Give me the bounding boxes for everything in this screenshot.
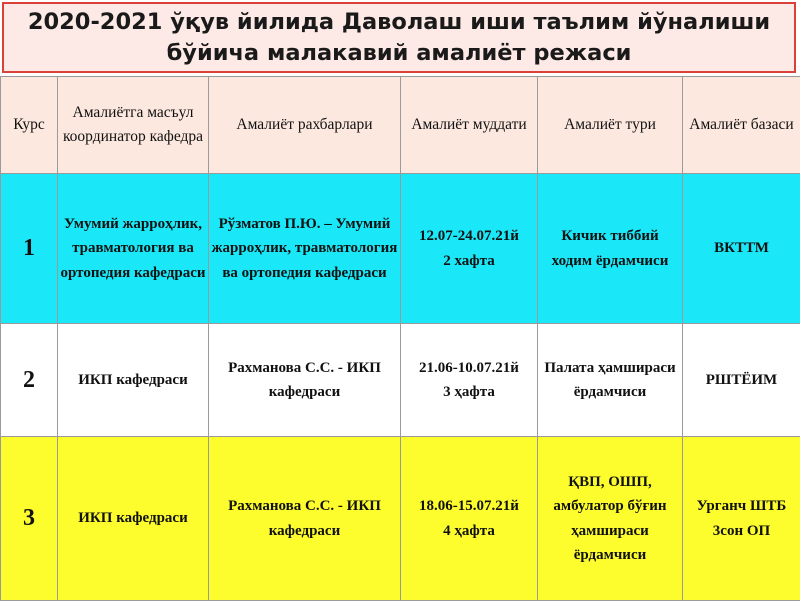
header-department: Амалиётга масъул координатор кафедра [58, 77, 209, 174]
period-dates: 18.06-15.07.21й [403, 494, 535, 519]
practice-schedule-table [0, 76, 800, 601]
department-cell: Умумий жарроҳлик, травматология ва ортопедия кафедраси [58, 174, 209, 324]
header-base: Амалиёт базаси [683, 77, 800, 174]
course-cell: 3 [1, 437, 58, 601]
period-cell [401, 324, 538, 437]
header-leaders: Амалиёт рахбарлари [209, 77, 401, 174]
header-type: Амалиёт тури [538, 77, 683, 174]
slide-title [2, 2, 796, 73]
type-cell: Кичик тиббий ходим ёрдамчиси [538, 174, 683, 324]
leaders-cell: Рахманова С.С. - ИКП кафедраси [209, 437, 401, 601]
course-cell: 2 [1, 324, 58, 437]
base-cell: ВКТТМ [683, 174, 800, 324]
type-cell: Палата ҳамшираси ёрдамчиси [538, 324, 683, 437]
header-course: Курс [1, 77, 58, 174]
table-row [1, 324, 800, 437]
period-cell [401, 437, 538, 601]
type-cell: ҚВП, ОШП, амбулатор бўғин ҳамшираси ёрдамчиси [538, 437, 683, 601]
period-duration: 2 хафта [403, 249, 535, 274]
period-dates: 12.07-24.07.21й [403, 224, 535, 249]
period-cell [401, 174, 538, 324]
table-header-row [1, 77, 800, 174]
period-dates: 21.06-10.07.21й [403, 356, 535, 381]
title-line-2: бўйича малакавий амалиёт режаси [167, 38, 632, 69]
base-cell: Урганч ШТБ 3сон ОП [683, 437, 800, 601]
table-row [1, 437, 800, 601]
title-line-1: 2020-2021 ўқув йилида Даволаш иши таълим йўналиши [28, 7, 770, 38]
base-cell: РШТЁИМ [683, 324, 800, 437]
period-duration: 3 ҳафта [403, 380, 535, 405]
leaders-cell: Рўзматов П.Ю. – Умумий жарроҳлик, травматология ва ортопедия кафедраси [209, 174, 401, 324]
header-period: Амалиёт муддати [401, 77, 538, 174]
department-cell: ИКП кафедраси [58, 437, 209, 601]
period-duration: 4 ҳафта [403, 519, 535, 544]
table-row [1, 174, 800, 324]
leaders-cell: Рахманова С.С. - ИКП кафедраси [209, 324, 401, 437]
department-cell: ИКП кафедраси [58, 324, 209, 437]
course-cell: 1 [1, 174, 58, 324]
